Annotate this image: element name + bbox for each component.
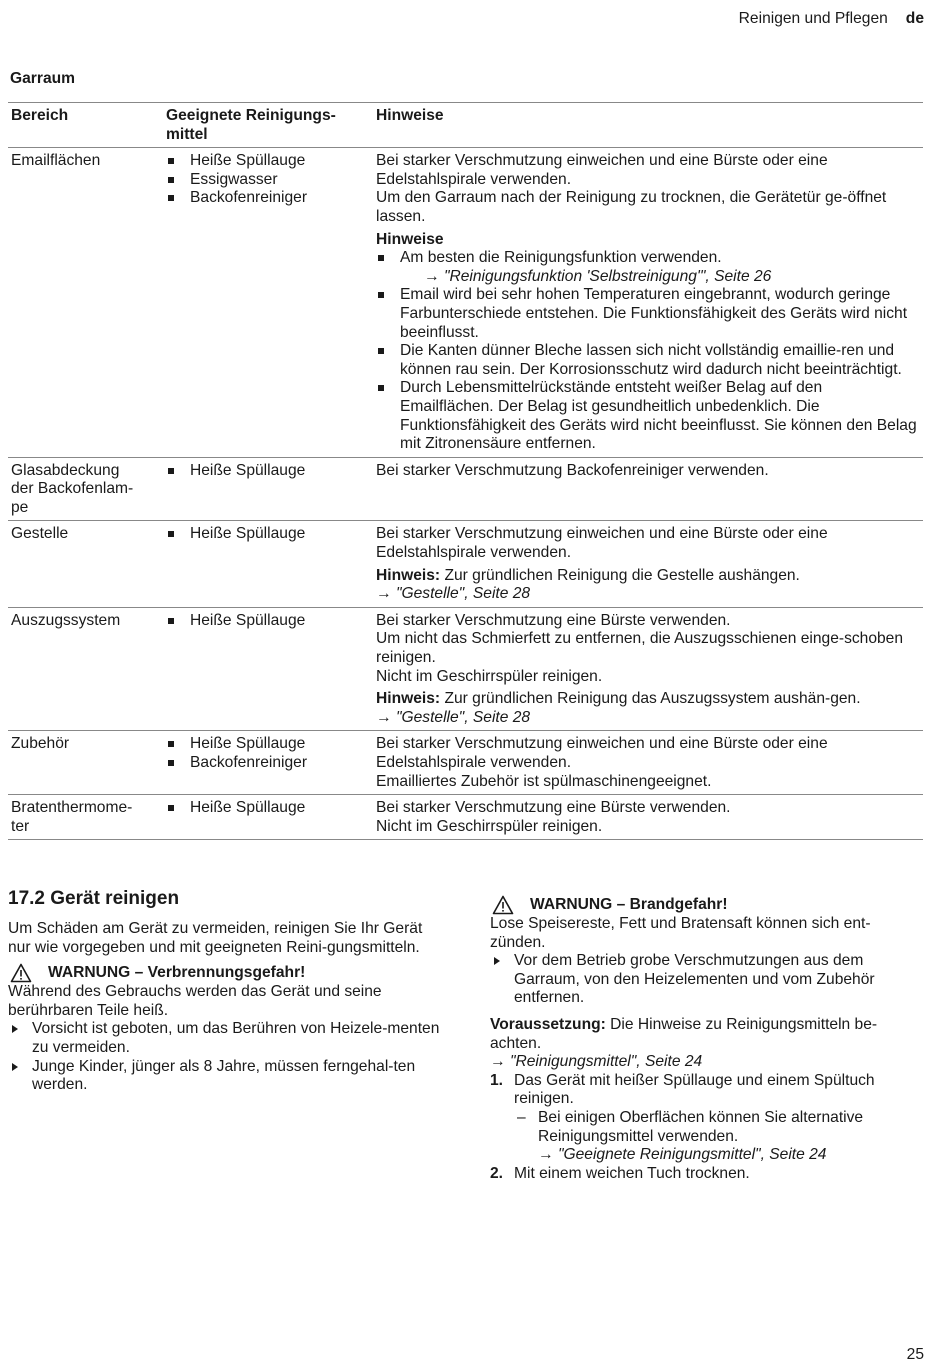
page-number: 25 — [906, 1346, 924, 1364]
arrow-right-icon: → — [490, 1053, 506, 1071]
arrow-right-icon: → — [424, 267, 440, 285]
note-text: Bei starker Verschmutzung einweichen und eine Bürste oder eine Edelstahlspirale verwenden. — [376, 735, 828, 771]
table-row — [8, 148, 923, 458]
notes-subheading: Hinweise — [376, 230, 444, 248]
agent-item: Essigwasser — [166, 171, 370, 190]
step-number: 2. — [490, 1164, 504, 1182]
note-text: Bei starker Verschmutzung einweichen und eine Bürste oder eine Edelstahlspirale verwenden. — [376, 152, 828, 188]
section-heading: Garraum — [10, 70, 76, 87]
agents-cell — [163, 607, 373, 731]
agent-item: Heiße Spüllauge — [166, 612, 370, 631]
note-bullet: Email wird bei sehr hohen Temperaturen eingebrannt, wodurch geringe Farbunterschiede entstehen. Die Funktionsfähigkeit des Geräts wird nicht beeinflusst. — [376, 286, 920, 342]
area-cell: Glasabdeckung der Backofenlam- pe — [8, 457, 163, 521]
arrow-right-icon: → — [376, 585, 392, 603]
cross-reference-text: "Geeignete Reinigungsmittel", Seite 24 — [557, 1146, 827, 1164]
sub-step-item — [514, 1109, 925, 1165]
area-cell: Gestelle — [8, 521, 163, 607]
warning-item: Vor dem Betrieb grobe Verschmutzungen aus dem Garraum, von den Heizelementen und vom Zubehör entfernen. — [490, 952, 925, 1008]
intro-text: Um Schäden am Gerät zu vermeiden, reinigen Sie Ihr Gerät nur wie vorgegeben und mit geeigneten Reini-gungsmitteln. — [8, 920, 423, 956]
agents-cell — [163, 148, 373, 458]
agents-cell — [163, 521, 373, 607]
area-cell: Zubehör — [8, 731, 163, 795]
notes-cell — [373, 731, 923, 795]
note-hint-label: Hinweis: — [376, 690, 441, 708]
column-header-notes: Hinweise — [373, 103, 923, 148]
step-item — [490, 1165, 925, 1184]
table-row — [8, 457, 923, 521]
cross-reference-link[interactable] — [400, 268, 920, 287]
cross-reference-text: "Reinigungsmittel", Seite 24 — [509, 1053, 703, 1071]
agents-cell — [163, 795, 373, 840]
note-bullet — [376, 249, 920, 286]
note-text: Nicht im Geschirrspüler reinigen. — [376, 817, 603, 835]
area-cell: Bratenthermome- ter — [8, 795, 163, 840]
cleaning-table — [8, 102, 923, 840]
table-row — [8, 607, 923, 731]
table-row — [8, 795, 923, 840]
step-number: 1. — [490, 1071, 504, 1089]
step-item — [490, 1072, 925, 1165]
note-hint — [376, 567, 920, 586]
note-hint-text: Zur gründlichen Reinigung die Gestelle aushängen. — [440, 566, 800, 584]
agents-cell — [163, 731, 373, 795]
note-text: Nicht im Geschirrspüler reinigen. — [376, 667, 603, 685]
table-header-row — [8, 103, 923, 148]
warning-triangle-icon — [492, 895, 514, 915]
warning-fire-text: Lose Speisereste, Fett und Bratensaft können sich ent-zünden. — [490, 915, 871, 951]
prerequisite — [490, 1016, 925, 1053]
page-header — [739, 10, 924, 29]
column-header-area: Bereich — [8, 103, 163, 148]
notes-cell — [373, 521, 923, 607]
table-row — [8, 521, 923, 607]
header-title: Reinigen und Pflegen — [738, 10, 888, 27]
step-text: Mit einem weichen Tuch trocknen. — [514, 1164, 750, 1182]
header-lang: de — [905, 10, 924, 27]
cross-reference-text: "Reinigungsfunktion 'Selbstreinigung'", Seite 26 — [443, 267, 772, 285]
warning-burn-label: WARNUNG – Verbrennungsgefahr! — [48, 963, 306, 981]
right-column — [490, 895, 925, 1183]
arrow-right-icon: → — [538, 1146, 554, 1164]
prerequisite-text: Die Hinweise zu Reinigungsmitteln be-achten. — [490, 1015, 878, 1052]
warning-triangle-icon — [10, 963, 32, 983]
warning-fire-title — [490, 895, 925, 915]
cross-reference-link[interactable] — [490, 1053, 925, 1072]
arrow-right-icon: → — [376, 708, 392, 726]
agents-cell — [163, 457, 373, 521]
sub-step-text: Bei einigen Oberflächen können Sie alternative Reinigungsmittel verwenden. — [538, 1108, 864, 1145]
cross-reference-text: "Gestelle", Seite 28 — [395, 708, 531, 726]
note-text: Bei starker Verschmutzung Backofenreiniger verwenden. — [376, 461, 769, 479]
area-cell: Auszugssystem — [8, 607, 163, 731]
agent-item: Heiße Spüllauge — [166, 525, 370, 544]
agent-item: Heiße Spüllauge — [166, 152, 370, 171]
cross-reference-link[interactable] — [538, 1146, 925, 1165]
note-text: Um nicht das Schmierfett zu entfernen, die Auszugsschienen einge-schoben reinigen. — [376, 630, 904, 667]
agent-item: Heiße Spüllauge — [166, 735, 370, 754]
notes-cell — [373, 795, 923, 840]
cross-reference-link[interactable] — [376, 709, 920, 728]
column-header-agents: Geeignete Reinigungs- mittel — [163, 103, 373, 148]
cross-reference-link[interactable] — [376, 585, 920, 604]
warning-item: Junge Kinder, jünger als 8 Jahre, müssen ferngehal-ten werden. — [8, 1058, 448, 1095]
step-text: Das Gerät mit heißer Spüllauge und einem Spültuch reinigen. — [514, 1071, 875, 1108]
notes-cell — [373, 148, 923, 458]
note-hint-text: Zur gründlichen Reinigung das Auszugssystem aushän-gen. — [440, 690, 861, 708]
cross-reference-text: "Gestelle", Seite 28 — [395, 585, 531, 603]
note-bullet: Die Kanten dünner Bleche lassen sich nicht vollständig emaillie-ren und können rau sein. Der Korrosionsschutz wird dadurch nicht beeinträchtigt. — [376, 342, 920, 379]
note-text: Bei starker Verschmutzung eine Bürste verwenden. — [376, 611, 731, 629]
warning-fire-label: WARNUNG – Brandgefahr! — [530, 895, 728, 913]
note-text: Bei starker Verschmutzung eine Bürste verwenden. — [376, 799, 731, 817]
left-column — [8, 888, 448, 1095]
warning-burn-text: Während des Gebrauchs werden das Gerät und seine berührbaren Teile heiß. — [8, 983, 382, 1019]
note-bullet-text: Am besten die Reinigungsfunktion verwenden. — [400, 249, 722, 267]
notes-cell — [373, 607, 923, 731]
note-hint-label: Hinweis: — [376, 566, 441, 584]
area-cell: Emailflächen — [8, 148, 163, 458]
warning-burn-title — [8, 963, 448, 983]
agent-item: Backofenreiniger — [166, 189, 370, 208]
prerequisite-label: Voraussetzung: — [490, 1015, 606, 1033]
notes-cell — [373, 457, 923, 521]
warning-item: Vorsicht ist geboten, um das Berühren von Heizele-menten zu vermeiden. — [8, 1020, 448, 1057]
note-text: Bei starker Verschmutzung einweichen und eine Bürste oder eine Edelstahlspirale verwenden. — [376, 525, 828, 562]
note-hint — [376, 690, 920, 709]
agent-item: Heiße Spüllauge — [166, 462, 370, 481]
agent-item: Heiße Spüllauge — [166, 799, 370, 818]
agent-item: Backofenreiniger — [166, 754, 370, 773]
section-title: 17.2 Gerät reinigen — [8, 888, 180, 909]
note-bullet: Durch Lebensmittelrückstände entsteht weißer Belag auf den Emailflächen. Der Belag ist gesundheitlich unbedenklich. Die Funktionsfähigkeit des Geräts wird nicht beeinflusst. Sie können den Belag mit Zitronensäure entfernen. — [376, 379, 920, 453]
note-text: Emailliertes Zubehör ist spülmaschinengeeignet. — [376, 772, 712, 790]
table-row — [8, 731, 923, 795]
note-text: Um den Garraum nach der Reinigung zu trocknen, die Gerätetür ge-öffnet lassen. — [376, 189, 887, 225]
